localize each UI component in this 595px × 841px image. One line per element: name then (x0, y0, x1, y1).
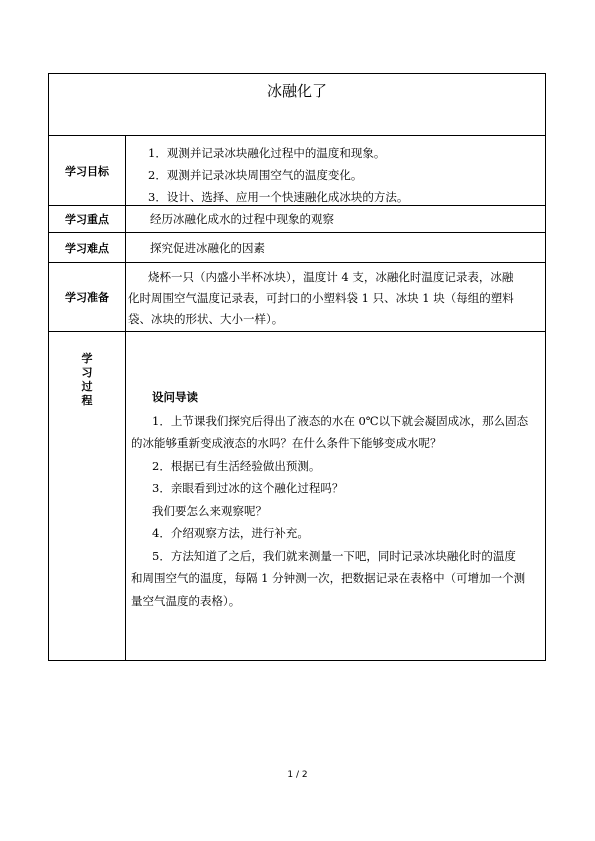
difficulties-text: 探究促进冰融化的因素 (150, 241, 265, 255)
objective-item: 3．设计、选择、应用一个快速融化成冰块的方法。 (148, 190, 409, 204)
page-number: 1 / 2 (287, 770, 308, 780)
process-label: 学 习 过 程 (81, 352, 93, 407)
objective-item: 1．观测并记录冰块融化过程中的温度和现象。 (148, 146, 386, 160)
preparation-line: 袋、冰块的形状、大小一样）。 (128, 312, 284, 326)
process-line: 的冰能够重新变成液态的水吗？在什么条件下能够变成水呢？ (131, 436, 442, 450)
preparation-label: 学习准备 (49, 263, 126, 331)
process-heading: 设问导读 (152, 390, 198, 404)
objectives-row (49, 136, 545, 206)
key-points-row (49, 206, 545, 233)
preparation-line: 烧杯一只（内盛小半杯冰块），温度计 4 支，冰融化时温度记录表，冰融 (148, 270, 514, 284)
preparation-line: 化时周围空气温度记录表，可封口的小塑料袋 1 只、冰块 1 块（每组的塑料 (128, 291, 514, 305)
difficulties-row (49, 233, 545, 263)
objective-item: 2．观测并记录冰块周围空气的温度变化。 (148, 168, 363, 182)
process-label-cell (49, 332, 126, 660)
process-row (49, 332, 545, 660)
process-line: 5．方法知道了之后，我们就来测量一下吧，同时记录冰块融化时的温度 (152, 549, 516, 563)
key-points-text: 经历冰融化成水的过程中现象的观察 (150, 212, 334, 226)
lesson-table (48, 73, 546, 661)
preparation-row (49, 263, 545, 332)
key-points-label: 学习重点 (49, 206, 126, 232)
document-title: 冰融化了 (266, 82, 327, 100)
process-line: 1．上节课我们探究后得出了液态的水在 0℃以下就会凝固成冰，那么固态 (152, 414, 529, 428)
process-line: 2．根据已有生活经验做出预测。 (152, 459, 321, 473)
process-line: 4．介绍观察方法，进行补充。 (152, 526, 309, 540)
title-row (49, 74, 545, 136)
process-line: 3．亲眼看到过冰的这个融化过程吗？ (152, 481, 344, 495)
process-line: 我们要怎么来观察呢？ (152, 504, 267, 518)
process-line: 和周围空气的温度，每隔 1 分钟测一次，把数据记录在表格中（可增加一个测 (131, 571, 526, 585)
difficulties-label: 学习难点 (49, 233, 126, 262)
process-content (126, 332, 545, 660)
objectives-content (126, 136, 545, 205)
objectives-label: 学习目标 (49, 136, 126, 205)
process-line: 量空气温度的表格）。 (131, 594, 241, 608)
preparation-content (126, 263, 545, 331)
